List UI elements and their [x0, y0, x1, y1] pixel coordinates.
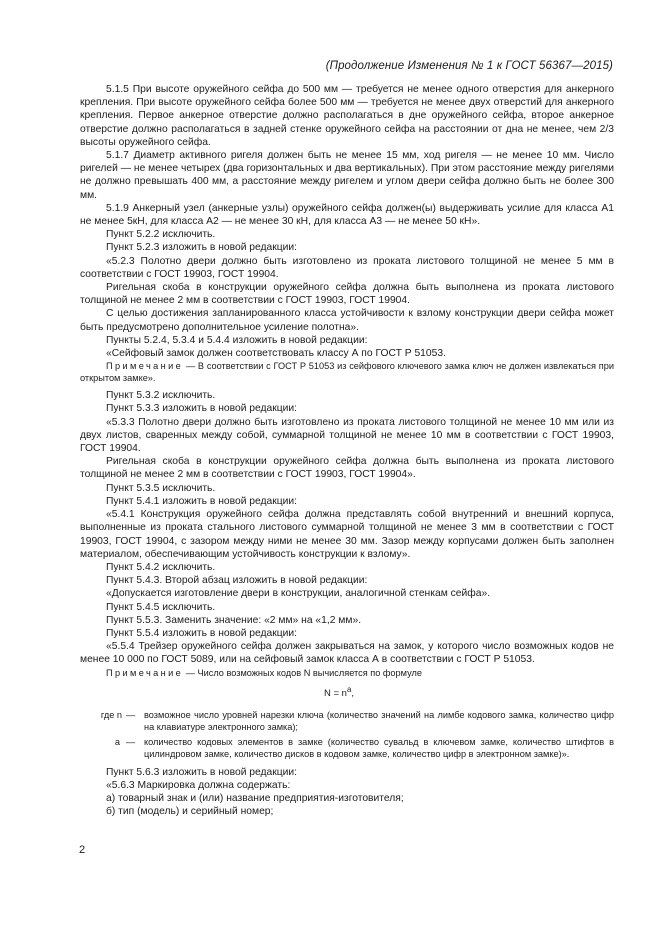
definition-symbol: где n [100, 709, 122, 720]
paragraph: Пункт 5.5.3. Заменить значение: «2 мм» на «1,2 мм». [106, 614, 362, 626]
definition-item [80, 736, 614, 760]
note-label: Примечание [106, 361, 184, 372]
paragraph: «5.4.1 Конструкция оружейного сейфа должна представлять собой внутренний и внешний корпуса, выполненные из проката стального листового суммарной толщиной не менее 3 мм в соответствии с ГОСТ 19903, ГОСТ 19904, с зазором между ними не менее 30 мм. Зазор между корпусами должен быть заполнен материалом, обеспечивающим устойчивость конструкции к взлому». [80, 509, 614, 560]
paragraph: Ригельная скоба в конструкции оружейного сейфа должна быть выполнена из проката листового толщиной не менее 2 мм в соответствии с ГОСТ 19903, ГОСТ 19904. [80, 282, 614, 307]
paragraph: Пункт 5.6.3 изложить в новой редакции: [106, 766, 298, 778]
paragraph: Пункт 5.3.3 изложить в новой редакции: [106, 403, 298, 415]
paragraph: Пункт 5.3.2 исключить. [106, 390, 216, 402]
paragraph: «5.3.3 Полотно двери должно быть изготовлено из проката листового толщиной не менее 10 мм или из двух листов, сваренных между собой, суммарной толщиной не менее 10 мм в соответствии с ГОСТ 19903, ГОСТ 19904. [80, 416, 614, 455]
paragraph: б) тип (модель) и серийный номер; [106, 806, 274, 818]
definition-text: возможное число уровней нарезки ключа (количество значений на лимбе кодового замка, количество цифр на клавиатуре электронного замка); [144, 709, 614, 732]
definition-symbol: a [114, 736, 120, 747]
paragraph: «5.6.3 Маркировка должна содержать: [106, 779, 291, 791]
paragraph: Пункт 5.4.5 исключить. [106, 601, 216, 613]
note-label: Примечание [106, 667, 184, 678]
formula-lhs: N = n [323, 687, 347, 699]
page-number: 2 [79, 844, 86, 856]
paragraph: Пункт 5.4.2 исключить. [106, 561, 216, 573]
definition-dash: — [126, 736, 136, 747]
paragraph: Пункт 5.5.4 изложить в новой редакции: [106, 627, 298, 639]
definitions-list [80, 709, 614, 760]
formula [80, 684, 614, 700]
paragraph: Ригельная скоба в конструкции оружейного сейфа должна быть выполнена из проката листового толщиной не менее 2 мм в соответствии с ГОСТ 19903, ГОСТ 19904». [80, 456, 614, 481]
paragraph: Пункт 5.2.2 исключить. [106, 229, 216, 241]
paragraph: «5.2.3 Полотно двери должно быть изготовлено из проката листового толщиной не менее 5 мм в соответствии с ГОСТ 19903, ГОСТ 19904. [80, 255, 614, 280]
paragraph: 5.1.7 Диаметр активного ригеля должен быть не менее 15 мм, ход ригеля — не менее 10 мм. Число ригелей — не менее четырех (два горизонтальных и два вертикальных). При этом расстояние между ригелями не должно превышать 400 мм, а расстояние между ригелем и углом двери сейфа должно быть не более 300 мм. [80, 150, 614, 201]
definition-dash: — [126, 709, 136, 720]
paragraph: С целью достижения запланированного класса устойчивости к взлому конструкции двери сейфа может быть предусмотрено дополнительное усиление полотна». [80, 308, 614, 333]
paragraph: 5.1.9 Анкерный узел (анкерные узлы) оружейного сейфа должен(ы) выдерживать усилие для класса А1 не менее 5кН, для класса А2 — не менее 30 кН, для класса А3 — не менее 50 кН». [80, 202, 614, 228]
paragraph: Пункт 5.2.3 изложить в новой редакции: [106, 242, 298, 254]
paragraph: а) товарный знак и (или) название предприятия-изготовителя; [106, 793, 404, 805]
paragraph: «5.5.4 Трейзер оружейного сейфа должен закрываться на замок, у которого число возможных кодов не менее 10 000 по ГОСТ 5089, или на сейфовый замок класса А в соответствии с ГОСТ Р 51053. [80, 641, 614, 666]
definition-item [80, 709, 614, 733]
paragraph: Пункт 5.4.3. Второй абзац изложить в новой редакции: [106, 575, 368, 587]
paragraph: Пункт 5.3.5 исключить. [106, 482, 216, 494]
paragraph: «Допускается изготовление двери в конструкции, аналогичной стенкам сейфа». [106, 588, 491, 600]
paragraph: Пункт 5.4.1 изложить в новой редакции: [106, 495, 298, 507]
note-codes [80, 667, 614, 679]
note-text: — В соответствии с ГОСТ Р 51053 из сейфового ключевого замка ключ не должен извлекаться при открытом замке». [80, 361, 614, 384]
paragraph: 5.1.5 При высоте оружейного сейфа до 500 мм — требуется не менее одного отверстия для анкерного крепления. При высоте оружейного сейфа более 500 мм — требуется не менее двух отверстий для анкерного крепления. Первое анкерное отверстие должно располагаться в дне оружейного сейфа, второе анкерное отверстие должно располагаться в задней стенке оружейного сейфа на расстоянии от дна не менее, чем 2/3 высоты оружейного сейфа. [80, 84, 614, 148]
paragraph: Пункты 5.2.4, 5.3.4 и 5.4.4 изложить в новой редакции: [106, 334, 368, 346]
definition-text: количество кодовых элементов в замке (количество сувальд в ключевом замке, количество штифтов в цилиндровом замке, количество дисков в кодовом замке, количество цифр в электронном замке)». [144, 736, 614, 759]
document-body [80, 83, 614, 819]
formula-exponent: a [346, 684, 352, 694]
page-header: (Продолжение Изменения № 1 к ГОСТ 56367—2015) [325, 60, 613, 72]
paragraph: «Сейфовый замок должен соответствовать классу А по ГОСТ Р 51053. [106, 348, 446, 360]
note-safe-lock [80, 360, 614, 384]
note-text: — Число возможных кодов N вычисляется по формуле [185, 667, 422, 678]
formula-tail: , [351, 687, 354, 699]
